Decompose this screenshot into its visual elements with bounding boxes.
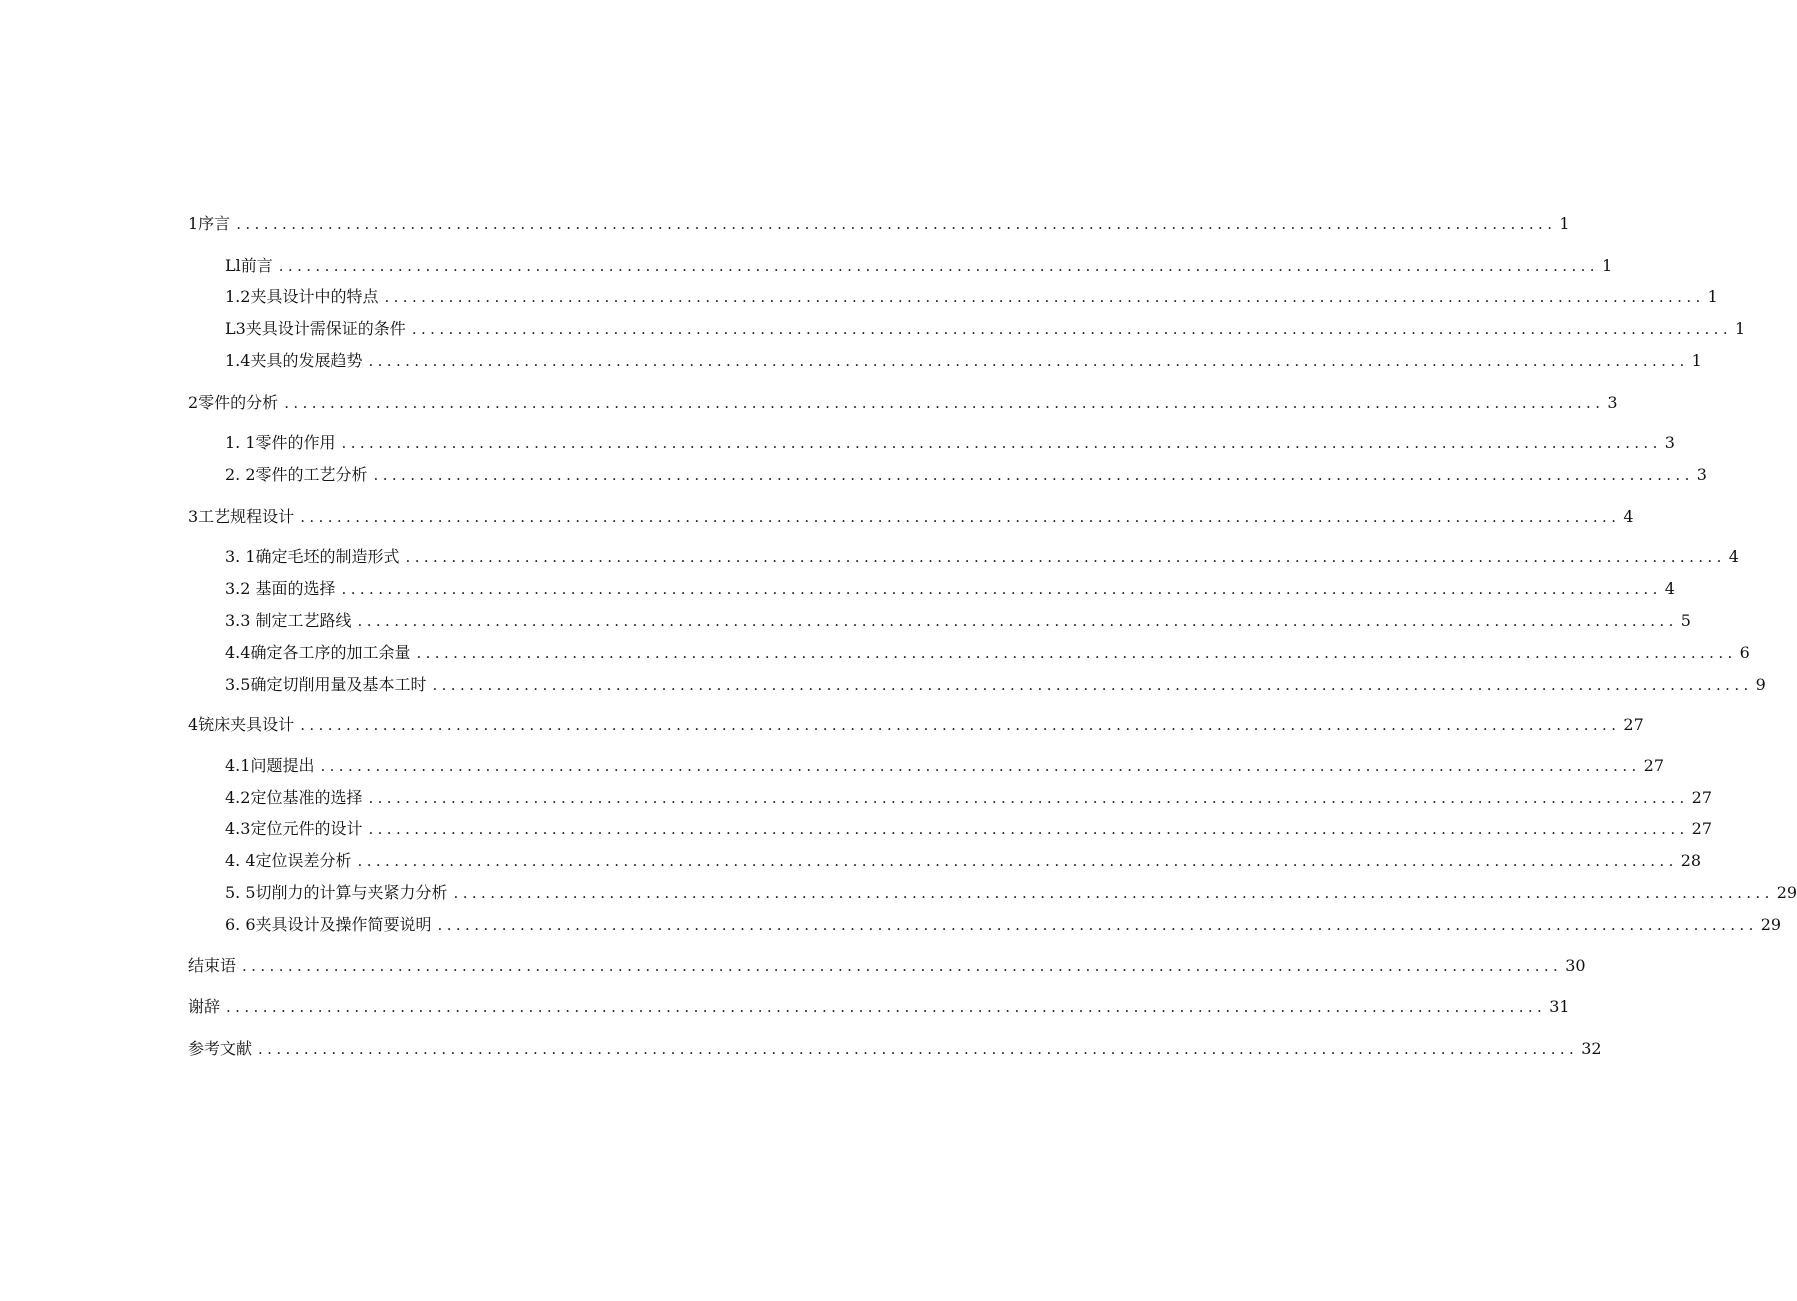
toc-entry[interactable] <box>0 285 1718 309</box>
toc-leader-dots <box>368 786 1688 810</box>
toc-entry-page: 5 <box>1680 611 1691 630</box>
toc-entry[interactable] <box>0 641 1750 665</box>
toc-entry-page: 27 <box>1643 756 1665 775</box>
toc-leader-dots <box>368 817 1688 841</box>
toc-entry-page: 9 <box>1755 675 1766 694</box>
toc-leader-dots <box>342 431 1662 455</box>
toc-entry-page: 4 <box>1728 547 1739 566</box>
toc-leader-dots <box>342 577 1662 601</box>
toc-entry-page: 27 <box>1691 819 1713 838</box>
toc-leader-dots <box>374 463 1694 487</box>
toc-leader-dots <box>284 391 1604 415</box>
toc-entry-page: 29 <box>1776 883 1797 902</box>
toc-entry[interactable] <box>0 954 1586 978</box>
toc-leader-dots <box>358 849 1678 873</box>
toc-entry-title: 4.2定位基准的选择 <box>225 788 363 807</box>
toc-entry-page: 6 <box>1739 643 1750 662</box>
toc-entry-page: 30 <box>1565 956 1586 975</box>
toc-entry[interactable] <box>0 391 1618 415</box>
toc-entry-title: 6. 6夹具设计及操作简要说明 <box>225 915 432 934</box>
toc-entry-page: 28 <box>1680 851 1702 870</box>
toc-entry[interactable] <box>0 1037 1602 1061</box>
toc-entry-page: 3 <box>1607 393 1618 412</box>
toc-leader-dots <box>454 881 1774 905</box>
toc-entry-title: 4.1问题提出 <box>225 756 315 775</box>
toc-leader-dots <box>236 212 1556 236</box>
toc-entry[interactable] <box>0 317 1746 341</box>
toc-entry-title: Ll前言 <box>225 256 273 275</box>
toc-entry[interactable] <box>0 463 1707 487</box>
toc-entry[interactable] <box>0 609 1691 633</box>
toc-leader-dots <box>279 254 1599 278</box>
toc-entry-page: 27 <box>1623 715 1644 734</box>
toc-entry-title: 5. 5切削力的计算与夹紧力分析 <box>225 883 448 902</box>
toc-entry[interactable] <box>0 913 1782 937</box>
toc-entry-page: 4 <box>1664 579 1675 598</box>
toc-entry-page: 32 <box>1581 1039 1602 1058</box>
toc-leader-dots <box>242 954 1562 978</box>
toc-leader-dots <box>406 545 1726 569</box>
toc-entry-title: 3.5确定切削用量及基本工时 <box>225 675 427 694</box>
toc-entry-page: 3 <box>1696 465 1707 484</box>
toc-entry[interactable] <box>0 431 1675 455</box>
toc-leader-dots <box>432 673 1752 697</box>
toc-entry-title: 1序言 <box>188 214 231 233</box>
toc-entry[interactable] <box>0 849 1702 873</box>
toc-entry-title: 参考文献 <box>188 1039 253 1058</box>
toc-entry-title: 3.3 制定工艺路线 <box>225 611 352 630</box>
toc-entry-title: 4. 4定位误差分析 <box>225 851 352 870</box>
toc-entry[interactable] <box>0 349 1702 373</box>
toc-entry-title: 3.2 基面的选择 <box>225 579 336 598</box>
toc-entry-page: 1 <box>1601 256 1613 275</box>
toc-entry[interactable] <box>0 754 1665 778</box>
toc-leader-dots <box>368 349 1688 373</box>
toc-entry[interactable] <box>0 713 1644 737</box>
toc-entry-title: 结束语 <box>188 956 237 975</box>
toc-leader-dots <box>300 505 1620 529</box>
toc-entry[interactable] <box>0 545 1739 569</box>
toc-entry[interactable] <box>0 881 1797 905</box>
toc-entry-title: 4铳床夹具设计 <box>188 715 295 734</box>
toc-entry-title: 4.4确定各工序的加工余量 <box>225 643 411 662</box>
toc-entry-title: 1.4夹具的发展趋势 <box>225 351 363 370</box>
toc-entry-title: 2零件的分析 <box>188 393 279 412</box>
toc-entry-title: 1.2夹具设计中的特点 <box>225 287 379 306</box>
toc-leader-dots <box>358 609 1678 633</box>
toc-entry-page: 1 <box>1707 287 1718 306</box>
toc-entry-page: 1 <box>1559 214 1570 233</box>
toc-entry[interactable] <box>0 995 1570 1019</box>
toc-entry[interactable] <box>0 505 1634 529</box>
toc-leader-dots <box>438 913 1758 937</box>
toc-entry-title: L3夹具设计需保证的条件 <box>225 319 406 338</box>
toc-entry-title: 1. 1零件的作用 <box>225 433 336 452</box>
toc-leader-dots <box>412 317 1732 341</box>
toc-entry-title: 3. 1确定毛坯的制造形式 <box>225 547 400 566</box>
toc-entry[interactable] <box>0 577 1675 601</box>
toc-leader-dots <box>300 713 1620 737</box>
toc-leader-dots <box>320 754 1640 778</box>
toc-entry-page: 31 <box>1549 997 1570 1016</box>
toc-entry-page: 29 <box>1760 915 1782 934</box>
toc-leader-dots <box>226 995 1546 1019</box>
toc-entry-page: 4 <box>1623 507 1634 526</box>
toc-entry-page: 27 <box>1691 788 1713 807</box>
toc-entry-title: 谢辞 <box>188 997 221 1016</box>
toc-entry-title: 3工艺规程设计 <box>188 507 295 526</box>
toc-entry-title: 4.3定位元件的设计 <box>225 819 363 838</box>
toc-entry-page: 1 <box>1735 319 1746 338</box>
toc-entry-page: 3 <box>1664 433 1675 452</box>
toc-entry[interactable] <box>0 817 1713 841</box>
toc-entry-page: 1 <box>1691 351 1702 370</box>
toc-entry-title: 2. 2零件的工艺分析 <box>225 465 368 484</box>
toc-entry[interactable] <box>0 212 1570 236</box>
toc-entry[interactable] <box>0 673 1766 697</box>
toc-leader-dots <box>258 1037 1578 1061</box>
toc-entry[interactable] <box>0 786 1713 810</box>
toc-leader-dots <box>416 641 1736 665</box>
toc-leader-dots <box>384 285 1704 309</box>
toc-entry[interactable] <box>0 254 1613 278</box>
